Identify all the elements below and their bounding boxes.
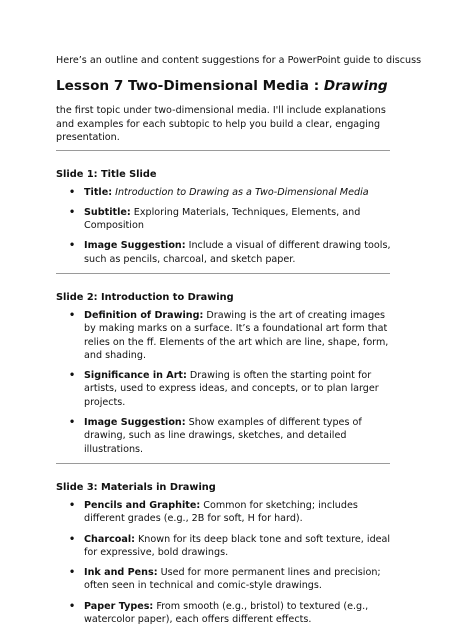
bullet-text: Drawing is the art of creating images by making marks on a surface. It’s a foundational art form that relies on the ff. Elements of the art which are line, shape, form, and shading. bbox=[84, 309, 389, 361]
bullet-dot: • bbox=[69, 309, 76, 321]
bullet-term: Significance in Art: bbox=[84, 370, 187, 382]
lesson-title-main: Lesson 7 Two-Dimensional Media : bbox=[56, 78, 324, 94]
bullet-dot: • bbox=[69, 240, 76, 252]
bullet-text: From smooth (e.g., bristol) to textured (e.g., watercolor paper), each offers different effects. bbox=[84, 600, 369, 626]
bullet-dot: • bbox=[69, 533, 76, 545]
bullet-term: Ink and Pens: bbox=[84, 567, 158, 579]
bullet-term: Image Suggestion: bbox=[84, 240, 186, 252]
bullet-term: Charcoal: bbox=[84, 533, 135, 545]
bullet-item bbox=[56, 533, 392, 560]
bullet-item bbox=[56, 309, 392, 362]
bullet-item bbox=[56, 186, 392, 199]
bullet-text: Introduction to Drawing as a Two-Dimensional Media bbox=[115, 186, 369, 198]
bullet-term: Image Suggestion: bbox=[84, 417, 186, 429]
bullet-text: Common for sketching; includes different grades (e.g., 2B for soft, H for hard). bbox=[84, 499, 358, 525]
document-page bbox=[56, 54, 422, 633]
lesson-title-italic: Drawing bbox=[323, 78, 388, 94]
bullet-text: Include a visual of different drawing tools, such as pencils, charcoal, and sketch paper. bbox=[84, 240, 391, 265]
intro-line: Here’s an outline and content suggestions for a PowerPoint guide to discuss bbox=[56, 55, 422, 66]
bullet-term: Title: bbox=[84, 186, 113, 198]
slide-3-bullet-list bbox=[56, 499, 392, 626]
intro-paragraph: the first topic under two-dimensional media. I'll include explanations and examples for each subtopic to help you build a clear, engaging presentation. bbox=[56, 105, 386, 143]
section-divider bbox=[56, 150, 390, 151]
slide-2-bullet-list bbox=[56, 309, 392, 456]
slide-2-heading: Slide 2: Introduction to Drawing bbox=[56, 291, 234, 303]
bullet-item bbox=[56, 239, 392, 266]
bullet-dot: • bbox=[69, 417, 76, 429]
bullet-dot: • bbox=[69, 600, 76, 612]
slide-3-heading: Slide 3: Materials in Drawing bbox=[56, 481, 216, 493]
bullet-item bbox=[56, 600, 392, 627]
bullet-text: Used for more permanent lines and precision; often seen in technical and comic-style drawings. bbox=[84, 567, 381, 592]
bullet-item bbox=[56, 566, 392, 593]
bullet-text: Exploring Materials, Techniques, Elements, and Composition bbox=[84, 206, 361, 232]
bullet-dot: • bbox=[69, 499, 76, 511]
bullet-dot: • bbox=[69, 186, 76, 198]
bullet-item bbox=[56, 416, 392, 456]
section-divider bbox=[56, 273, 390, 274]
slide-1-heading: Slide 1: Title Slide bbox=[56, 168, 157, 180]
slide-1-section bbox=[56, 168, 392, 266]
bullet-text: Known for its deep black tone and soft texture, ideal for expressive, bold drawings. bbox=[84, 533, 391, 558]
bullet-dot: • bbox=[69, 206, 76, 218]
bullet-term: Subtitle: bbox=[84, 206, 131, 218]
bullet-item bbox=[56, 206, 392, 233]
bullet-term: Definition of Drawing: bbox=[84, 309, 204, 321]
bullet-dot: • bbox=[69, 370, 76, 382]
lesson-title bbox=[56, 78, 392, 95]
bullet-dot: • bbox=[69, 567, 76, 579]
bullet-term: Paper Types: bbox=[84, 600, 154, 612]
bullet-item bbox=[56, 499, 392, 526]
bullet-text: Show examples of different types of drawing, such as line drawings, sketches, and detailed illustrations. bbox=[84, 417, 362, 455]
section-divider bbox=[56, 463, 390, 464]
bullet-term: Pencils and Graphite: bbox=[84, 499, 201, 511]
slide-3-section bbox=[56, 481, 392, 626]
slide-1-bullet-list bbox=[56, 186, 392, 266]
bullet-text: Drawing is often the starting point for artists, used to express ideas, and concepts, or to plan larger projects. bbox=[84, 370, 379, 408]
slide-2-section bbox=[56, 291, 392, 456]
bullet-item bbox=[56, 369, 392, 409]
